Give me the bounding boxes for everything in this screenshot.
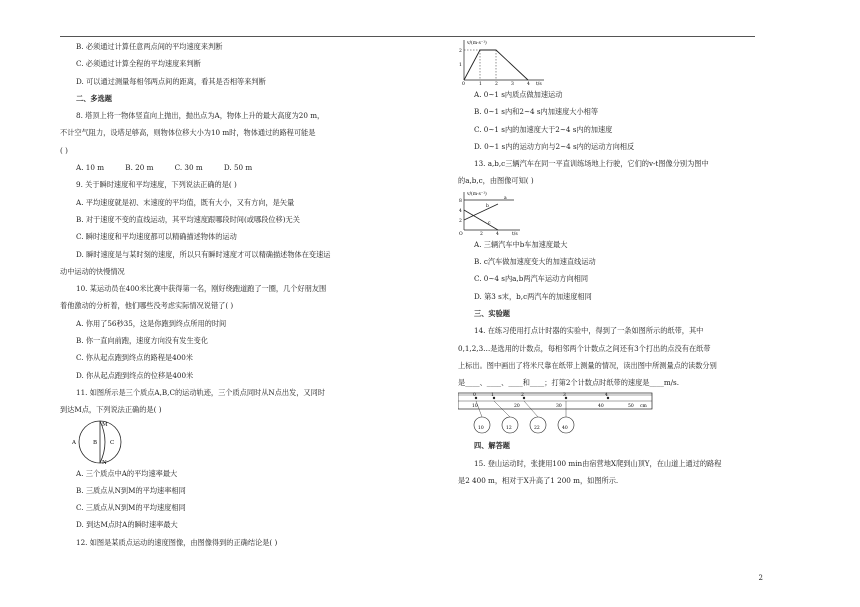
q12-velocity-graph (458, 38, 548, 86)
right2-line: A. 三辆汽车中b车加速度最大 (474, 239, 568, 249)
right2-line: C. 0~4 s内a,b两汽车运动方向相同 (474, 274, 589, 284)
left2-line: 9. 关于瞬时速度和平均速度，下列说法正确的是( ) (76, 180, 237, 190)
fig13-series-c: c (488, 220, 491, 226)
right3-line: 四、解答题 (474, 441, 510, 451)
ruler-40: 40 (598, 404, 604, 410)
q8-option-c: C. 30 m (174, 163, 203, 173)
q11-trajectory-figure (60, 419, 140, 465)
left2-line: 动中运动的快慢情况 (60, 266, 125, 276)
right1-line: A. 0~1 s内质点做加速运动 (474, 90, 563, 99)
fig13-ytick-8: 8 (459, 198, 462, 204)
right1-line: D. 0~1 s内的运动方向与2~4 s内的运动方向相反 (474, 141, 635, 151)
fig12-xtick-1: 1 (479, 82, 482, 86)
left2-line: C. 瞬时速度和平均速度都可以精确描述物体的运动 (76, 232, 237, 242)
right2-line: D. 第3 s末，b,c两汽车的加速度相同 (474, 291, 592, 301)
left2-line: B. 对于速度不变的直线运动，其平均速度跟哪段时间(或哪段位移)无关 (76, 214, 300, 224)
fig13-ytick-2: 2 (459, 218, 462, 224)
left2-line: 11. 如图所示是三个质点A,B,C的运动轨迹，三个质点同时从N点出发，又同时 (76, 387, 325, 397)
left2-line: D. 瞬时速度是与某时刻的速度，所以只有瞬时速度才可以精确描述物体在变速运 (76, 249, 331, 259)
magnifier-read-1: 10 (478, 426, 484, 432)
ruler-20: 20 (514, 404, 520, 410)
fig11-label-a: A (72, 439, 76, 446)
left-line: 8. 塔顶上将一物体竖直向上抛出，抛出点为A，物体上升的最大高度为20 m， (76, 111, 325, 121)
tape-point-2: 2 (521, 393, 524, 399)
fig12-xtick-2: 2 (495, 82, 498, 86)
left2-line: C. 你从起点跑到终点的路程是400米 (76, 353, 193, 363)
ruler-50: 50 (628, 404, 634, 410)
left2-line: 10. 某运动员在400米比赛中获得第一名，刚好绕跑道跑了一圈，几个好朋友围 (76, 284, 327, 294)
left2-line: B. 你一直向前跑，速度方向没有发生变化 (76, 336, 209, 346)
left3-line: 12. 如图是某质点运动的速度图像，由图像得到的正确结论是( ) (76, 537, 278, 547)
tape-point-3: 3 (563, 393, 566, 399)
right1-line: B. 0~1 s内和2~4 s内加速度大小相等 (474, 107, 599, 117)
left-line: D. 可以通过测量每相邻两点间的距离，看其是否相等来判断 (76, 76, 266, 86)
q8-options (60, 159, 398, 176)
right1-line: 的a,b,c，由图像可知( ) (458, 176, 534, 186)
fig13-xlabel: t/s (512, 231, 518, 236)
tape-point-4: 4 (605, 393, 608, 399)
fig11-label-m: M (102, 421, 108, 428)
right2-line: 上标出。图中画出了将米尺靠在纸带上测量的情况，读出图中所测量点的读数分别 (458, 360, 717, 370)
ruler-30: 30 (556, 404, 562, 410)
fig12-xlabel: t/s (536, 82, 542, 86)
right-column (458, 38, 758, 489)
left3-line: D. 到达M点时A的瞬时速率最大 (76, 520, 178, 530)
fig12-ylabel: v/(m·s⁻¹) (467, 41, 487, 46)
header-rule (60, 36, 755, 37)
left2-line: D. 你从起点跑到终点的位移是400米 (76, 370, 194, 380)
fig13-series-b: b (486, 203, 489, 209)
page-number: 2 (758, 574, 763, 582)
magnifier-read-3: 22 (534, 426, 540, 432)
q8-option-b: B. 20 m (125, 163, 154, 173)
right2-line: 0,1,2,3…是选用的计数点，每相邻两个计数点之间还有3个打出的点没有在纸带 (458, 343, 711, 353)
fig13-xtick-4: 4 (496, 231, 499, 236)
fig11-label-c: C (110, 439, 115, 446)
left-line: B. 必须通过计算任意两点间的平均速度来判断 (76, 42, 223, 51)
ruler-10: 10 (472, 404, 478, 410)
left2-line: 着他激动的分析着，他们哪些没考虑实际情况说错了( ) (60, 301, 234, 311)
left-line: ( ) (60, 145, 68, 155)
fig12-ytick-1: 1 (459, 63, 462, 68)
right2-line: 三、实验题 (474, 308, 510, 318)
left2-line: 到达M点，下列说法正确的是( ) (60, 405, 162, 415)
left-column (60, 38, 398, 551)
tape-point-1: 1 (491, 393, 494, 399)
right2-line: B. c汽车做加速度变大的加速直线运动 (474, 257, 596, 267)
magnifier-read-4: 40 (562, 426, 568, 432)
q8-option-a: A. 10 m (76, 163, 105, 173)
fig11-label-b: B (93, 439, 98, 446)
right1-line: C. 0~1 s内的加速度大于2~4 s内的加速度 (474, 124, 613, 134)
left2-line: A. 你用了56秒35，这是你跑到终点所用的时间 (76, 318, 227, 328)
tape-point-0: 0 (473, 393, 476, 399)
left-line: 不计空气阻力，设塔足够高，则物体位移大小为10 m时，物体通过的路程可能是 (60, 128, 316, 138)
ruler-unit: cm (640, 404, 647, 410)
q8-option-d: D. 50 m (223, 163, 253, 173)
right1-line: 13. a,b,c三辆汽车在同一平直训练场地上行驶，它们的v-t图像分别为图中 (474, 159, 709, 169)
fig13-ytick-4: 4 (459, 208, 462, 214)
left3-line: A. 三个质点中A的平均速率最大 (76, 468, 178, 478)
left2-line: A. 平均速度就是初、末速度的平均值，既有大小，又有方向，是矢量 (76, 197, 295, 207)
left-line: C. 必须通过计算全程的平均速度来判断 (76, 59, 201, 69)
magnifier-read-2: 12 (506, 426, 512, 432)
fig12-xtick-0: 0 (462, 82, 465, 86)
right2-line: 14. 在练习使用打点计时器的实验中，得到了一条如图所示的纸带，其中 (474, 326, 704, 336)
fig13-xtick-o: O (459, 231, 463, 236)
left-line: 二、多选题 (76, 93, 112, 103)
right3-line: 是2 400 m，相对于X升高了1 200 m，如图所示. (458, 476, 619, 486)
q14-paper-tape-figure (458, 391, 654, 437)
fig12-xtick-3: 3 (511, 82, 514, 86)
left3-line: C. 三质点从N到M的平均速度相同 (76, 503, 186, 513)
fig13-xtick-2: 2 (480, 231, 483, 236)
fig12-xtick-4: 4 (527, 82, 530, 86)
q13-velocity-graph (458, 190, 524, 236)
fig12-ytick-2: 2 (459, 49, 462, 54)
right3-line: 15. 登山运动时，张捷用100 min由宿营地X爬到山顶Y，在山道上通过的路程 (474, 458, 722, 468)
fig11-label-n: N (102, 459, 107, 465)
fig13-series-a: a (504, 195, 507, 201)
right2-line: 是____、____、____和____；打第2个计数点时纸带的速度是____m/s. (458, 378, 680, 388)
left3-line: B. 三质点从N到M的平均速率相同 (76, 485, 186, 495)
fig13-ylabel: v/(m·s⁻¹) (467, 191, 487, 197)
